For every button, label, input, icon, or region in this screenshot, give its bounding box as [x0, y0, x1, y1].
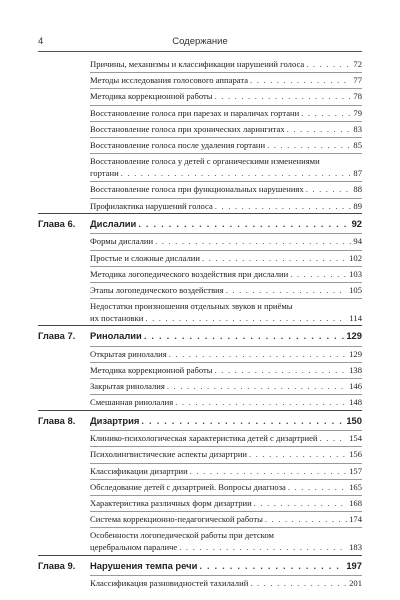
- toc-entry[interactable]: [90, 481, 362, 493]
- toc-entry[interactable]: [90, 497, 362, 509]
- entry-rule: [90, 105, 362, 106]
- entry-rule: [90, 198, 362, 199]
- entry-rule: [90, 575, 362, 576]
- chapter-rule: [38, 213, 362, 214]
- entry-title: Смешанная ринолалия: [90, 397, 174, 408]
- toc-entry[interactable]: [90, 123, 362, 135]
- entry-page-number: 78: [353, 91, 362, 102]
- chapter-title: Дизартрия: [90, 414, 140, 426]
- entry-rule: [90, 72, 362, 73]
- entry-title: Закрытая ринолалия: [90, 381, 165, 392]
- header-title: Содержание: [172, 36, 228, 47]
- chapter-page-number: 92: [351, 217, 362, 229]
- entry-title: Восстановление голоса при парезах и параличах гортани: [90, 107, 300, 118]
- entry-title: Формы дислалии: [90, 236, 154, 247]
- entry-page-number: 102: [349, 252, 362, 263]
- entry-title: Причины, механизмы и классификации нарушений голоса: [90, 59, 305, 69]
- entry-rule: [90, 153, 362, 154]
- leader-dots: [267, 139, 351, 151]
- entry-rule: [90, 233, 362, 234]
- leader-dots: [306, 58, 351, 70]
- toc-entry[interactable]: [90, 155, 362, 179]
- entry-title-line1: Особенности логопедической работы при детском: [90, 530, 274, 541]
- chapter-entry[interactable]: [90, 330, 362, 342]
- toc-entry[interactable]: [90, 577, 362, 589]
- leader-dots: [250, 577, 347, 589]
- leader-dots: [190, 465, 347, 477]
- chapter-page-number: 129: [346, 330, 362, 342]
- entry-page-number: 201: [349, 578, 362, 588]
- leader-dots: [301, 107, 351, 119]
- chapter-page-number: 197: [346, 559, 362, 571]
- entry-page-number: 154: [349, 433, 362, 444]
- entry-rule: [90, 298, 362, 299]
- entry-page-number: 146: [349, 381, 362, 392]
- leader-dots: [175, 396, 347, 408]
- leader-dots: [288, 481, 347, 493]
- toc-entry[interactable]: [90, 348, 362, 360]
- entry-rule: [90, 527, 362, 528]
- toc-entry[interactable]: [90, 58, 362, 70]
- toc-entry[interactable]: [90, 90, 362, 102]
- leader-dots: [226, 284, 347, 296]
- toc-entry[interactable]: [90, 284, 362, 296]
- entry-page-number: 129: [349, 348, 362, 359]
- leader-dots: [141, 415, 344, 427]
- leader-dots: [179, 541, 347, 553]
- entry-title: Методика коррекционной работы: [90, 365, 213, 375]
- leader-dots: [121, 167, 352, 179]
- entry-title: Методы исследования голосового аппарата: [90, 75, 249, 86]
- entry-page-number: 94: [353, 236, 362, 247]
- entry-page-number: 88: [353, 184, 362, 195]
- toc-entry[interactable]: [90, 364, 362, 376]
- leader-dots: [290, 268, 347, 280]
- chapter-title: Ринолалии: [90, 330, 142, 342]
- entry-page-number: 79: [353, 107, 362, 118]
- entry-title-line2-wrap: [90, 541, 362, 553]
- entry-page-number: 148: [349, 397, 362, 408]
- chapter-entry[interactable]: [90, 218, 362, 230]
- toc-entry[interactable]: [90, 200, 362, 212]
- leader-dots: [250, 74, 351, 86]
- entry-title: Этапы логопедического воздействия: [90, 284, 224, 295]
- chapter-rule: [38, 555, 362, 556]
- entry-page-number: 103: [349, 268, 362, 279]
- entry-title: Восстановление голоса после удаления гортани: [90, 140, 266, 150]
- entry-title-line2: гортани: [90, 168, 119, 179]
- toc-entry[interactable]: [90, 448, 362, 460]
- entry-rule: [90, 250, 362, 251]
- entry-title: Методика логопедического воздействия при дислалии: [90, 268, 289, 279]
- entry-rule: [90, 463, 362, 464]
- entry-rule: [90, 394, 362, 395]
- chapter-title: Нарушения темпа речи: [90, 559, 198, 571]
- entry-title: Восстановление голоса при хронических ларингитах: [90, 123, 285, 134]
- entry-title: Классификации дизартрии: [90, 465, 188, 476]
- toc-entry[interactable]: [90, 139, 362, 151]
- running-header: [38, 36, 362, 50]
- entry-rule: [90, 137, 362, 138]
- entry-page-number: 168: [349, 497, 362, 508]
- toc-entry[interactable]: [90, 432, 362, 444]
- chapter-label: Глава 8.: [38, 414, 76, 426]
- entry-title-line2-wrap: [90, 167, 362, 179]
- toc-entry[interactable]: [90, 74, 362, 86]
- entry-page-number: 89: [353, 200, 362, 211]
- leader-dots: [169, 348, 347, 360]
- toc-entry[interactable]: [90, 268, 362, 280]
- leader-dots: [199, 560, 344, 572]
- leader-dots: [145, 312, 347, 324]
- header-rule: [38, 51, 362, 52]
- entry-page-number: 72: [353, 59, 362, 69]
- entry-title-line2-wrap: [90, 312, 362, 324]
- entry-title: Клинико-психологическая характеристика детей с дизартрией: [90, 433, 318, 444]
- entry-page-number: 85: [353, 140, 362, 150]
- chapter-entry[interactable]: [90, 415, 362, 427]
- chapter-label: Глава 7.: [38, 330, 76, 342]
- entry-page-number: 156: [349, 449, 362, 460]
- leader-dots: [155, 235, 351, 247]
- entry-page-number: 77: [353, 75, 362, 86]
- toc-entry[interactable]: [90, 396, 362, 408]
- entry-title: Методика коррекционной работы: [90, 91, 213, 102]
- entry-page-number: 83: [353, 123, 362, 134]
- chapter-label: Глава 9.: [38, 559, 76, 571]
- leader-dots: [138, 218, 349, 230]
- entry-page-number: 114: [349, 313, 362, 324]
- entry-rule: [90, 430, 362, 431]
- entry-rule: [90, 362, 362, 363]
- chapter-label: Глава 6.: [38, 217, 76, 229]
- entry-rule: [90, 181, 362, 182]
- leader-dots: [215, 200, 352, 212]
- entry-rule: [90, 479, 362, 480]
- entry-rule: [90, 511, 362, 512]
- toc-entry[interactable]: [90, 235, 362, 247]
- toc-entry[interactable]: [90, 529, 362, 553]
- entry-rule: [90, 88, 362, 89]
- entry-page-number: 165: [349, 481, 362, 492]
- entry-title-line1: Недостатки произношения отдельных звуков и приёмы: [90, 301, 293, 312]
- leader-dots: [254, 497, 347, 509]
- leader-dots: [249, 448, 347, 460]
- entry-title: Система коррекционно-педагогической работы: [90, 514, 263, 525]
- leader-dots: [167, 380, 347, 392]
- page-number: 4: [38, 36, 44, 47]
- chapter-entry[interactable]: [90, 560, 362, 572]
- entry-page-number: 105: [349, 284, 362, 295]
- chapter-title: Дислалии: [90, 217, 137, 229]
- leader-dots: [215, 90, 352, 102]
- entry-title: Профилактика нарушений голоса: [90, 200, 213, 211]
- entry-rule: [90, 495, 362, 496]
- entry-page-number: 183: [349, 542, 362, 553]
- chapter-page-number: 150: [346, 414, 362, 426]
- entry-title: Восстановление голоса при функциональных нарушениях: [90, 184, 304, 195]
- leader-dots: [306, 183, 352, 195]
- toc-entry[interactable]: [90, 300, 362, 324]
- entry-rule: [90, 378, 362, 379]
- leader-dots: [265, 513, 347, 525]
- entry-title-line2: церебральном параличе: [90, 542, 178, 553]
- toc-entry[interactable]: [90, 465, 362, 477]
- entry-page-number: 138: [349, 365, 362, 375]
- toc-entry[interactable]: [90, 380, 362, 392]
- leader-dots: [144, 330, 345, 342]
- entry-page-number: 87: [353, 168, 362, 179]
- entry-rule: [90, 346, 362, 347]
- entry-page-number: 174: [349, 514, 362, 525]
- entry-rule: [90, 446, 362, 447]
- toc-entry[interactable]: [90, 183, 362, 195]
- leader-dots: [215, 364, 348, 376]
- chapter-rule: [38, 410, 362, 411]
- entry-title: Простые и сложные дислалии: [90, 252, 200, 263]
- toc-entry[interactable]: [90, 252, 362, 264]
- entry-title: Открытая ринолалия: [90, 348, 167, 359]
- leader-dots: [287, 123, 352, 135]
- entry-title-line1: Восстановление голоса у детей с органическими изменениями: [90, 156, 320, 167]
- leader-dots: [320, 432, 348, 444]
- toc-entry[interactable]: [90, 107, 362, 119]
- chapter-rule: [38, 325, 362, 326]
- entry-rule: [90, 282, 362, 283]
- entry-title: Характеристика различных форм дизартрии: [90, 497, 252, 508]
- toc-entry[interactable]: [90, 513, 362, 525]
- leader-dots: [202, 252, 347, 264]
- entry-page-number: 157: [349, 465, 362, 476]
- entry-rule: [90, 121, 362, 122]
- entry-rule: [90, 266, 362, 267]
- entry-title: Обследование детей с дизартрией. Вопросы диагноза: [90, 481, 286, 492]
- entry-title-line2: их постановки: [90, 313, 144, 324]
- entry-title: Классификация разновидностей тахилалий: [90, 578, 249, 588]
- entry-title: Психолингвистические аспекты дизартрии: [90, 449, 248, 460]
